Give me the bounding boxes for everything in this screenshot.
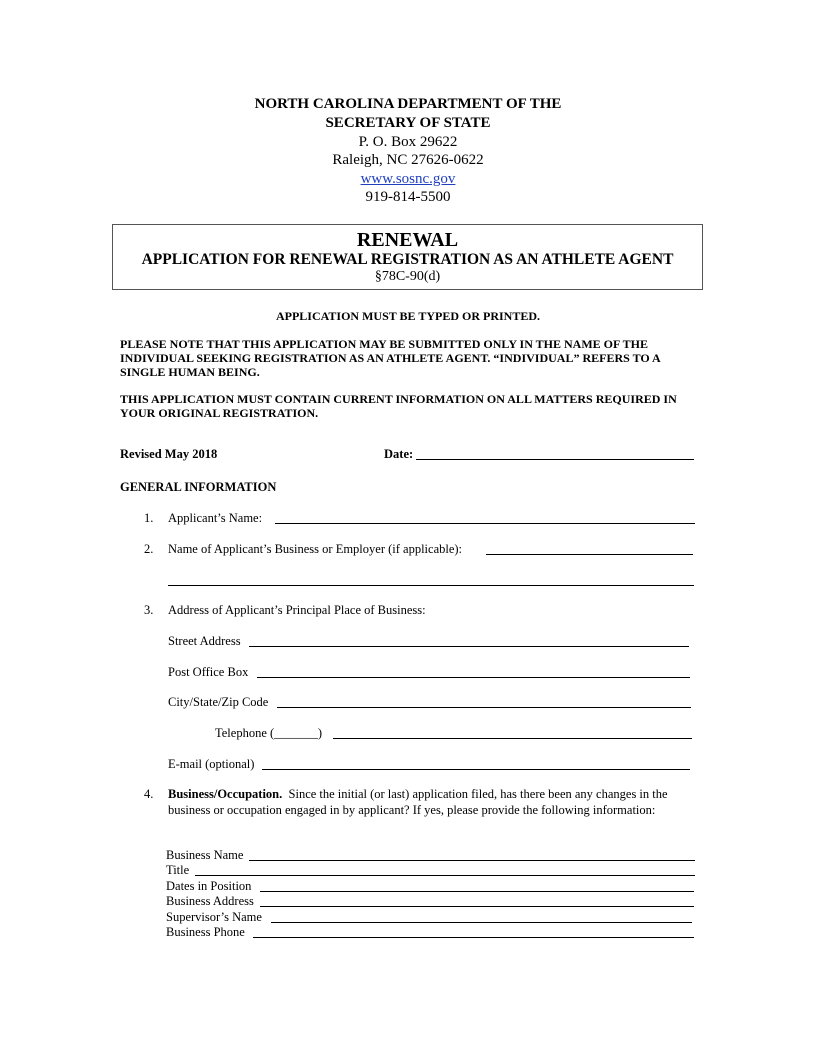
city-state-zip-label: City/State/Zip Code <box>168 695 269 709</box>
city-address: Raleigh, NC 27626-0622 <box>332 152 484 168</box>
employer-field[interactable] <box>486 554 693 555</box>
business-phone-label: Business Phone <box>166 925 245 939</box>
item-number-3: 3. <box>144 603 154 617</box>
date-label: Date: <box>384 447 414 461</box>
city-state-zip-field[interactable] <box>277 707 691 708</box>
title-field[interactable] <box>195 875 695 876</box>
date-field[interactable] <box>416 459 694 460</box>
telephone-label: Telephone (_______) <box>215 726 323 740</box>
current-info-notice: THIS APPLICATION MUST CONTAIN CURRENT INFORMATION ON ALL MATTERS REQUIRED IN YOUR ORIGINAL REGISTRATION. <box>120 392 677 420</box>
business-name-field[interactable] <box>249 860 695 861</box>
supervisor-name-field[interactable] <box>271 922 692 923</box>
agency-name-line1: NORTH CAROLINA DEPARTMENT OF THE <box>254 96 562 112</box>
phone-number: 919-814-5500 <box>365 189 451 205</box>
form-subtitle: APPLICATION FOR RENEWAL REGISTRATION AS AN ATHLETE AGENT <box>141 251 674 268</box>
item-number-1: 1. <box>144 511 154 525</box>
website-row <box>0 171 816 188</box>
business-address-field[interactable] <box>260 906 694 907</box>
business-occupation-heading: Business/Occupation. <box>168 787 283 801</box>
title-label: Title <box>166 863 190 877</box>
employer-label: Name of Applicant’s Business or Employer (if applicable): <box>168 542 463 556</box>
principal-address-label: Address of Applicant’s Principal Place of Business: <box>168 603 426 617</box>
form-title: RENEWAL <box>356 229 459 251</box>
dates-in-position-label: Dates in Position <box>166 879 252 893</box>
business-occupation-text <box>168 787 694 818</box>
po-box: P. O. Box 29622 <box>358 134 458 150</box>
website-link[interactable]: www.sosnc.gov <box>360 171 456 187</box>
item-number-4: 4. <box>144 787 154 801</box>
street-address-field[interactable] <box>249 646 689 647</box>
agency-name-line2: SECRETARY OF STATE <box>325 115 491 131</box>
po-box-field[interactable] <box>257 677 690 678</box>
statute-citation: §78C-90(d) <box>374 269 441 284</box>
revised-date: Revised May 2018 <box>120 447 218 461</box>
business-name-label: Business Name <box>166 848 244 862</box>
employer-field-line2[interactable] <box>168 585 694 586</box>
item-number-2: 2. <box>144 542 154 556</box>
telephone-field[interactable] <box>333 738 692 739</box>
po-box-label: Post Office Box <box>168 665 249 679</box>
individual-notice: PLEASE NOTE THAT THIS APPLICATION MAY BE SUBMITTED ONLY IN THE NAME OF THE INDIVIDUAL SEEKING REGISTRATION AS AN ATHLETE AGENT. “INDIVIDUAL” REFERS TO A SINGLE HUMAN BEING. <box>120 337 661 379</box>
business-address-label: Business Address <box>166 894 254 908</box>
business-phone-field[interactable] <box>253 937 694 938</box>
email-label: E-mail (optional) <box>168 757 255 771</box>
title-box <box>112 224 703 290</box>
street-address-label: Street Address <box>168 634 241 648</box>
applicant-name-label: Applicant’s Name: <box>168 511 263 525</box>
business-occupation-question: Since the initial (or last) application filed, has there been any changes in the business or occupation engaged in by applicant? If yes, please provide the following information: <box>168 787 668 817</box>
section-title: GENERAL INFORMATION <box>120 480 277 494</box>
dates-in-position-field[interactable] <box>260 891 694 892</box>
email-field[interactable] <box>262 769 690 770</box>
typed-notice: APPLICATION MUST BE TYPED OR PRINTED. <box>275 309 541 323</box>
applicant-name-field[interactable] <box>275 523 695 524</box>
supervisor-name-label: Supervisor’s Name <box>166 910 262 924</box>
